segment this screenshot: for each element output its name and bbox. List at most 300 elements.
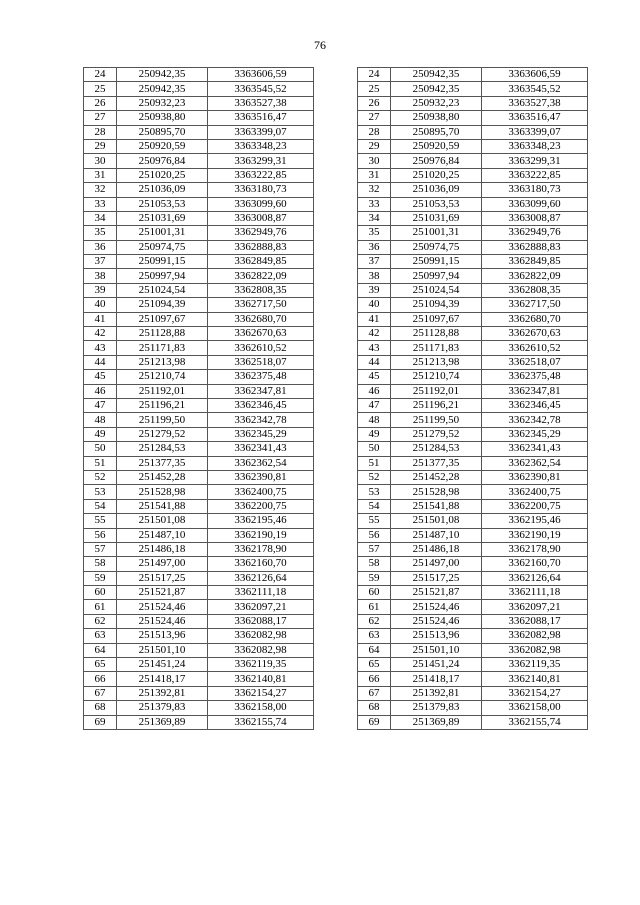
point-number-cell: 56 bbox=[358, 528, 391, 542]
table-row bbox=[84, 312, 314, 326]
table-row bbox=[358, 600, 588, 614]
x-coordinate-cell: 250942,35 bbox=[391, 82, 482, 96]
point-number-cell: 59 bbox=[358, 571, 391, 585]
point-number-cell: 40 bbox=[84, 298, 117, 312]
y-coordinate-cell: 3362178,90 bbox=[208, 542, 314, 556]
x-coordinate-cell: 251020,25 bbox=[391, 168, 482, 182]
table-row bbox=[84, 226, 314, 240]
x-coordinate-cell: 250976,84 bbox=[391, 154, 482, 168]
y-coordinate-cell: 3362400,75 bbox=[482, 485, 588, 499]
table-row bbox=[84, 514, 314, 528]
x-coordinate-cell: 250895,70 bbox=[391, 125, 482, 139]
point-number-cell: 27 bbox=[84, 111, 117, 125]
y-coordinate-cell: 3362154,27 bbox=[208, 686, 314, 700]
x-coordinate-cell: 250974,75 bbox=[117, 240, 208, 254]
point-number-cell: 51 bbox=[84, 456, 117, 470]
point-number-cell: 31 bbox=[84, 168, 117, 182]
x-coordinate-cell: 251541,88 bbox=[391, 499, 482, 513]
point-number-cell: 26 bbox=[358, 96, 391, 110]
y-coordinate-cell: 3362610,52 bbox=[208, 341, 314, 355]
x-coordinate-cell: 251452,28 bbox=[117, 470, 208, 484]
table-row bbox=[358, 384, 588, 398]
y-coordinate-cell: 3362119,35 bbox=[208, 658, 314, 672]
x-coordinate-cell: 251171,83 bbox=[117, 341, 208, 355]
table-row bbox=[84, 413, 314, 427]
point-number-cell: 30 bbox=[358, 154, 391, 168]
point-number-cell: 66 bbox=[358, 672, 391, 686]
y-coordinate-cell: 3362088,17 bbox=[208, 614, 314, 628]
table-row bbox=[358, 183, 588, 197]
point-number-cell: 25 bbox=[84, 82, 117, 96]
table-row bbox=[84, 154, 314, 168]
table-row bbox=[358, 255, 588, 269]
y-coordinate-cell: 3363299,31 bbox=[482, 154, 588, 168]
point-number-cell: 41 bbox=[84, 312, 117, 326]
table-row bbox=[358, 355, 588, 369]
point-number-cell: 59 bbox=[84, 571, 117, 585]
table-row bbox=[358, 715, 588, 729]
point-number-cell: 33 bbox=[84, 197, 117, 211]
y-coordinate-cell: 3363606,59 bbox=[482, 68, 588, 82]
point-number-cell: 43 bbox=[84, 341, 117, 355]
x-coordinate-cell: 251284,53 bbox=[391, 442, 482, 456]
x-coordinate-cell: 251001,31 bbox=[117, 226, 208, 240]
point-number-cell: 24 bbox=[358, 68, 391, 82]
point-number-cell: 66 bbox=[84, 672, 117, 686]
point-number-cell: 62 bbox=[84, 614, 117, 628]
point-number-cell: 50 bbox=[358, 442, 391, 456]
x-coordinate-cell: 251020,25 bbox=[117, 168, 208, 182]
x-coordinate-cell: 251031,69 bbox=[391, 211, 482, 225]
y-coordinate-cell: 3362160,70 bbox=[208, 557, 314, 571]
table-row bbox=[84, 686, 314, 700]
point-number-cell: 57 bbox=[84, 542, 117, 556]
point-number-cell: 48 bbox=[358, 413, 391, 427]
y-coordinate-cell: 3363180,73 bbox=[482, 183, 588, 197]
x-coordinate-cell: 250997,94 bbox=[117, 269, 208, 283]
point-number-cell: 43 bbox=[358, 341, 391, 355]
x-coordinate-cell: 251001,31 bbox=[391, 226, 482, 240]
table-row bbox=[358, 168, 588, 182]
table-row bbox=[84, 255, 314, 269]
y-coordinate-cell: 3362680,70 bbox=[482, 312, 588, 326]
x-coordinate-cell: 251279,52 bbox=[117, 427, 208, 441]
x-coordinate-cell: 251369,89 bbox=[391, 715, 482, 729]
x-coordinate-cell: 251171,83 bbox=[391, 341, 482, 355]
x-coordinate-cell: 251418,17 bbox=[117, 672, 208, 686]
point-number-cell: 67 bbox=[358, 686, 391, 700]
point-number-cell: 45 bbox=[358, 370, 391, 384]
y-coordinate-cell: 3362111,18 bbox=[482, 586, 588, 600]
x-coordinate-cell: 250976,84 bbox=[117, 154, 208, 168]
y-coordinate-cell: 3362362,54 bbox=[208, 456, 314, 470]
table-row bbox=[84, 485, 314, 499]
y-coordinate-cell: 3362345,29 bbox=[482, 427, 588, 441]
table-row bbox=[358, 197, 588, 211]
table-row bbox=[358, 485, 588, 499]
table-row bbox=[358, 470, 588, 484]
table-row bbox=[84, 111, 314, 125]
table-row bbox=[84, 327, 314, 341]
table-row bbox=[84, 211, 314, 225]
y-coordinate-cell: 3362111,18 bbox=[208, 586, 314, 600]
x-coordinate-cell: 251501,10 bbox=[391, 643, 482, 657]
x-coordinate-cell: 251094,39 bbox=[117, 298, 208, 312]
y-coordinate-cell: 3362375,48 bbox=[482, 370, 588, 384]
table-row bbox=[358, 370, 588, 384]
y-coordinate-cell: 3362362,54 bbox=[482, 456, 588, 470]
x-coordinate-cell: 251192,01 bbox=[117, 384, 208, 398]
table-row bbox=[84, 269, 314, 283]
x-coordinate-cell: 251036,09 bbox=[391, 183, 482, 197]
table-row bbox=[84, 283, 314, 297]
table-row bbox=[84, 658, 314, 672]
table-row bbox=[358, 514, 588, 528]
point-number-cell: 51 bbox=[358, 456, 391, 470]
y-coordinate-cell: 3362190,19 bbox=[482, 528, 588, 542]
table-row bbox=[358, 298, 588, 312]
y-coordinate-cell: 3362888,83 bbox=[482, 240, 588, 254]
point-number-cell: 48 bbox=[84, 413, 117, 427]
y-coordinate-cell: 3363399,07 bbox=[208, 125, 314, 139]
point-number-cell: 69 bbox=[358, 715, 391, 729]
y-coordinate-cell: 3363099,60 bbox=[482, 197, 588, 211]
y-coordinate-cell: 3362610,52 bbox=[482, 341, 588, 355]
table-row bbox=[84, 470, 314, 484]
y-coordinate-cell: 3363545,52 bbox=[208, 82, 314, 96]
table-row bbox=[84, 672, 314, 686]
y-coordinate-cell: 3362390,81 bbox=[208, 470, 314, 484]
table-row bbox=[84, 499, 314, 513]
table-row bbox=[84, 629, 314, 643]
table-row bbox=[84, 456, 314, 470]
table-row bbox=[358, 456, 588, 470]
y-coordinate-cell: 3362670,63 bbox=[208, 327, 314, 341]
y-coordinate-cell: 3363606,59 bbox=[208, 68, 314, 82]
y-coordinate-cell: 3362155,74 bbox=[482, 715, 588, 729]
point-number-cell: 44 bbox=[84, 355, 117, 369]
table-row bbox=[358, 528, 588, 542]
x-coordinate-cell: 250942,35 bbox=[391, 68, 482, 82]
y-coordinate-cell: 3362375,48 bbox=[208, 370, 314, 384]
x-coordinate-cell: 251196,21 bbox=[117, 398, 208, 412]
table-row bbox=[84, 298, 314, 312]
y-coordinate-cell: 3362400,75 bbox=[208, 485, 314, 499]
table-row bbox=[84, 571, 314, 585]
point-number-cell: 64 bbox=[84, 643, 117, 657]
table-row bbox=[84, 168, 314, 182]
y-coordinate-cell: 3362717,50 bbox=[208, 298, 314, 312]
point-number-cell: 49 bbox=[358, 427, 391, 441]
x-coordinate-cell: 251094,39 bbox=[391, 298, 482, 312]
table-row bbox=[84, 355, 314, 369]
table-row bbox=[358, 154, 588, 168]
point-number-cell: 60 bbox=[84, 586, 117, 600]
table-row bbox=[84, 701, 314, 715]
point-number-cell: 34 bbox=[84, 211, 117, 225]
y-coordinate-cell: 3362342,78 bbox=[482, 413, 588, 427]
point-number-cell: 31 bbox=[358, 168, 391, 182]
table-row bbox=[358, 398, 588, 412]
y-coordinate-cell: 3363545,52 bbox=[482, 82, 588, 96]
table-row bbox=[84, 96, 314, 110]
x-coordinate-cell: 251487,10 bbox=[391, 528, 482, 542]
x-coordinate-cell: 251497,00 bbox=[117, 557, 208, 571]
point-number-cell: 36 bbox=[358, 240, 391, 254]
table-row bbox=[84, 614, 314, 628]
point-number-cell: 55 bbox=[358, 514, 391, 528]
point-number-cell: 63 bbox=[84, 629, 117, 643]
point-number-cell: 32 bbox=[84, 183, 117, 197]
table-row bbox=[358, 68, 588, 82]
x-coordinate-cell: 251501,10 bbox=[117, 643, 208, 657]
point-number-cell: 37 bbox=[84, 255, 117, 269]
table-row bbox=[84, 197, 314, 211]
point-number-cell: 52 bbox=[358, 470, 391, 484]
table-row bbox=[84, 643, 314, 657]
point-number-cell: 54 bbox=[84, 499, 117, 513]
x-coordinate-cell: 251379,83 bbox=[391, 701, 482, 715]
y-coordinate-cell: 3362097,21 bbox=[482, 600, 588, 614]
table-row bbox=[358, 125, 588, 139]
point-number-cell: 24 bbox=[84, 68, 117, 82]
x-coordinate-cell: 251192,01 bbox=[391, 384, 482, 398]
point-number-cell: 25 bbox=[358, 82, 391, 96]
y-coordinate-cell: 3363180,73 bbox=[208, 183, 314, 197]
table-row bbox=[358, 629, 588, 643]
x-coordinate-cell: 251528,98 bbox=[391, 485, 482, 499]
y-coordinate-cell: 3362342,78 bbox=[208, 413, 314, 427]
x-coordinate-cell: 251521,87 bbox=[117, 586, 208, 600]
y-coordinate-cell: 3362347,81 bbox=[482, 384, 588, 398]
x-coordinate-cell: 250938,80 bbox=[117, 111, 208, 125]
x-coordinate-cell: 251377,35 bbox=[391, 456, 482, 470]
table-row bbox=[358, 139, 588, 153]
y-coordinate-cell: 3362849,85 bbox=[208, 255, 314, 269]
table-row bbox=[84, 542, 314, 556]
table-row bbox=[358, 614, 588, 628]
y-coordinate-cell: 3362178,90 bbox=[482, 542, 588, 556]
table-row bbox=[84, 68, 314, 82]
point-number-cell: 38 bbox=[358, 269, 391, 283]
y-coordinate-cell: 3362158,00 bbox=[208, 701, 314, 715]
table-row bbox=[358, 571, 588, 585]
y-coordinate-cell: 3362518,07 bbox=[482, 355, 588, 369]
y-coordinate-cell: 3362126,64 bbox=[208, 571, 314, 585]
y-coordinate-cell: 3362082,98 bbox=[208, 629, 314, 643]
point-number-cell: 37 bbox=[358, 255, 391, 269]
table-row bbox=[358, 413, 588, 427]
point-number-cell: 52 bbox=[84, 470, 117, 484]
x-coordinate-cell: 251097,67 bbox=[391, 312, 482, 326]
point-number-cell: 65 bbox=[84, 658, 117, 672]
point-number-cell: 26 bbox=[84, 96, 117, 110]
point-number-cell: 39 bbox=[84, 283, 117, 297]
y-coordinate-cell: 3362822,09 bbox=[208, 269, 314, 283]
table-row bbox=[358, 499, 588, 513]
x-coordinate-cell: 251036,09 bbox=[117, 183, 208, 197]
x-coordinate-cell: 251513,96 bbox=[391, 629, 482, 643]
x-coordinate-cell: 251053,53 bbox=[391, 197, 482, 211]
table-row bbox=[358, 341, 588, 355]
table-row bbox=[358, 111, 588, 125]
point-number-cell: 68 bbox=[358, 701, 391, 715]
point-number-cell: 29 bbox=[358, 139, 391, 153]
y-coordinate-cell: 3363348,23 bbox=[208, 139, 314, 153]
y-coordinate-cell: 3363516,47 bbox=[482, 111, 588, 125]
table-row bbox=[358, 542, 588, 556]
point-number-cell: 64 bbox=[358, 643, 391, 657]
y-coordinate-cell: 3362341,43 bbox=[482, 442, 588, 456]
x-coordinate-cell: 251521,87 bbox=[391, 586, 482, 600]
x-coordinate-cell: 251279,52 bbox=[391, 427, 482, 441]
y-coordinate-cell: 3362345,29 bbox=[208, 427, 314, 441]
table-row bbox=[84, 240, 314, 254]
y-coordinate-cell: 3362155,74 bbox=[208, 715, 314, 729]
x-coordinate-cell: 251284,53 bbox=[117, 442, 208, 456]
point-number-cell: 42 bbox=[84, 327, 117, 341]
x-coordinate-cell: 251210,74 bbox=[391, 370, 482, 384]
y-coordinate-cell: 3362140,81 bbox=[482, 672, 588, 686]
point-number-cell: 58 bbox=[358, 557, 391, 571]
y-coordinate-cell: 3362082,98 bbox=[482, 643, 588, 657]
y-coordinate-cell: 3362126,64 bbox=[482, 571, 588, 585]
x-coordinate-cell: 250938,80 bbox=[391, 111, 482, 125]
table-row bbox=[358, 211, 588, 225]
point-number-cell: 68 bbox=[84, 701, 117, 715]
y-coordinate-cell: 3362160,70 bbox=[482, 557, 588, 571]
point-number-cell: 53 bbox=[84, 485, 117, 499]
y-coordinate-cell: 3362341,43 bbox=[208, 442, 314, 456]
x-coordinate-cell: 251392,81 bbox=[117, 686, 208, 700]
x-coordinate-cell: 251487,10 bbox=[117, 528, 208, 542]
table-row bbox=[358, 658, 588, 672]
y-coordinate-cell: 3362140,81 bbox=[208, 672, 314, 686]
x-coordinate-cell: 251524,46 bbox=[117, 600, 208, 614]
point-number-cell: 58 bbox=[84, 557, 117, 571]
point-number-cell: 28 bbox=[84, 125, 117, 139]
table-row bbox=[358, 226, 588, 240]
table-row bbox=[84, 384, 314, 398]
point-number-cell: 40 bbox=[358, 298, 391, 312]
table-row bbox=[84, 139, 314, 153]
point-number-cell: 28 bbox=[358, 125, 391, 139]
y-coordinate-cell: 3362680,70 bbox=[208, 312, 314, 326]
x-coordinate-cell: 251451,24 bbox=[391, 658, 482, 672]
x-coordinate-cell: 251497,00 bbox=[391, 557, 482, 571]
y-coordinate-cell: 3362518,07 bbox=[208, 355, 314, 369]
table-row bbox=[358, 442, 588, 456]
point-number-cell: 50 bbox=[84, 442, 117, 456]
table-row bbox=[84, 82, 314, 96]
point-number-cell: 34 bbox=[358, 211, 391, 225]
point-number-cell: 33 bbox=[358, 197, 391, 211]
x-coordinate-cell: 250932,23 bbox=[391, 96, 482, 110]
point-number-cell: 39 bbox=[358, 283, 391, 297]
x-coordinate-cell: 250920,59 bbox=[391, 139, 482, 153]
x-coordinate-cell: 251486,18 bbox=[117, 542, 208, 556]
x-coordinate-cell: 251196,21 bbox=[391, 398, 482, 412]
table-row bbox=[84, 427, 314, 441]
x-coordinate-cell: 251128,88 bbox=[117, 327, 208, 341]
x-coordinate-cell: 250932,23 bbox=[117, 96, 208, 110]
point-number-cell: 49 bbox=[84, 427, 117, 441]
table-row bbox=[358, 672, 588, 686]
x-coordinate-cell: 250942,35 bbox=[117, 68, 208, 82]
point-number-cell: 47 bbox=[358, 398, 391, 412]
point-number-cell: 35 bbox=[358, 226, 391, 240]
y-coordinate-cell: 3362949,76 bbox=[482, 226, 588, 240]
table-row bbox=[358, 557, 588, 571]
point-number-cell: 47 bbox=[84, 398, 117, 412]
table-row bbox=[84, 125, 314, 139]
x-coordinate-cell: 251053,53 bbox=[117, 197, 208, 211]
point-number-cell: 63 bbox=[358, 629, 391, 643]
coordinate-table-right bbox=[357, 67, 588, 730]
y-coordinate-cell: 3362200,75 bbox=[208, 499, 314, 513]
table-row bbox=[84, 370, 314, 384]
table-row bbox=[358, 327, 588, 341]
page-number: 76 bbox=[314, 38, 326, 52]
x-coordinate-cell: 251513,96 bbox=[117, 629, 208, 643]
table-row bbox=[358, 283, 588, 297]
point-number-cell: 42 bbox=[358, 327, 391, 341]
y-coordinate-cell: 3362195,46 bbox=[482, 514, 588, 528]
x-coordinate-cell: 251418,17 bbox=[391, 672, 482, 686]
point-number-cell: 54 bbox=[358, 499, 391, 513]
x-coordinate-cell: 250920,59 bbox=[117, 139, 208, 153]
y-coordinate-cell: 3362119,35 bbox=[482, 658, 588, 672]
x-coordinate-cell: 250991,15 bbox=[391, 255, 482, 269]
y-coordinate-cell: 3362888,83 bbox=[208, 240, 314, 254]
table-row bbox=[84, 442, 314, 456]
y-coordinate-cell: 3362346,45 bbox=[482, 398, 588, 412]
point-number-cell: 36 bbox=[84, 240, 117, 254]
point-number-cell: 53 bbox=[358, 485, 391, 499]
x-coordinate-cell: 251024,54 bbox=[117, 283, 208, 297]
point-number-cell: 60 bbox=[358, 586, 391, 600]
table-row bbox=[358, 240, 588, 254]
table-row bbox=[84, 183, 314, 197]
point-number-cell: 46 bbox=[84, 384, 117, 398]
y-coordinate-cell: 3362808,35 bbox=[208, 283, 314, 297]
point-number-cell: 35 bbox=[84, 226, 117, 240]
y-coordinate-cell: 3362346,45 bbox=[208, 398, 314, 412]
table-row bbox=[358, 686, 588, 700]
point-number-cell: 29 bbox=[84, 139, 117, 153]
y-coordinate-cell: 3362717,50 bbox=[482, 298, 588, 312]
x-coordinate-cell: 250942,35 bbox=[117, 82, 208, 96]
y-coordinate-cell: 3362822,09 bbox=[482, 269, 588, 283]
y-coordinate-cell: 3362390,81 bbox=[482, 470, 588, 484]
table-row bbox=[84, 557, 314, 571]
x-coordinate-cell: 251517,25 bbox=[391, 571, 482, 585]
x-coordinate-cell: 251199,50 bbox=[117, 413, 208, 427]
x-coordinate-cell: 250895,70 bbox=[117, 125, 208, 139]
point-number-cell: 55 bbox=[84, 514, 117, 528]
x-coordinate-cell: 251524,46 bbox=[117, 614, 208, 628]
x-coordinate-cell: 251210,74 bbox=[117, 370, 208, 384]
table-row bbox=[358, 427, 588, 441]
x-coordinate-cell: 251024,54 bbox=[391, 283, 482, 297]
y-coordinate-cell: 3363527,38 bbox=[482, 96, 588, 110]
y-coordinate-cell: 3363099,60 bbox=[208, 197, 314, 211]
y-coordinate-cell: 3362347,81 bbox=[208, 384, 314, 398]
y-coordinate-cell: 3362154,27 bbox=[482, 686, 588, 700]
point-number-cell: 44 bbox=[358, 355, 391, 369]
point-number-cell: 56 bbox=[84, 528, 117, 542]
y-coordinate-cell: 3363008,87 bbox=[482, 211, 588, 225]
